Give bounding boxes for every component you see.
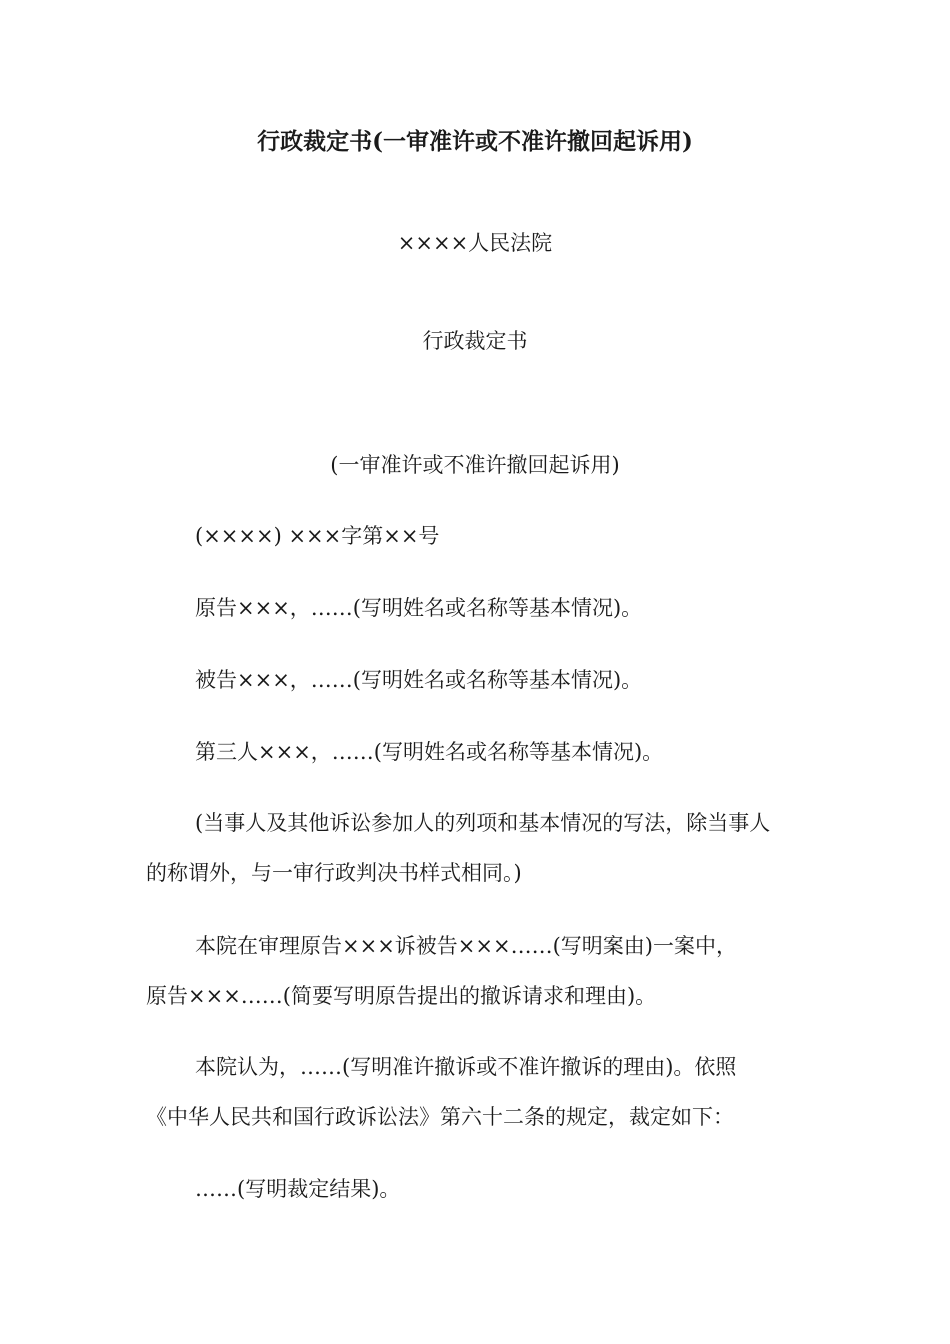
case-facts-line-2: 原告×××……(简要写明原告提出的撤诉请求和理由)。 xyxy=(146,984,657,1008)
defendant-line: 被告×××，……(写明姓名或名称等基本情况)。 xyxy=(195,668,643,692)
document-title: 行政裁定书(一审准许或不准许撤回起诉用) xyxy=(257,128,693,155)
third-party-line: 第三人×××，……(写明姓名或名称等基本情况)。 xyxy=(195,740,664,764)
party-note-line-1: (当事人及其他诉讼参加人的列项和基本情况的写法，除当事人 xyxy=(195,811,771,835)
document-subtitle: 行政裁定书 xyxy=(422,329,528,353)
plaintiff-line: 原告×××，……(写明姓名或名称等基本情况)。 xyxy=(195,596,643,620)
court-opinion-line-1: 本院认为，……(写明准许撤诉或不准许撤诉的理由)。依照 xyxy=(195,1055,737,1079)
ruling-result: ……(写明裁定结果)。 xyxy=(195,1177,401,1201)
usage-note: (一审准许或不准许撤回起诉用) xyxy=(330,453,620,477)
party-note-line-2: 的称谓外，与一审行政判决书样式相同。) xyxy=(146,861,522,885)
case-number: (××××) ×××字第××号 xyxy=(195,524,440,548)
case-facts-line-1: 本院在审理原告×××诉被告×××……(写明案由)一案中， xyxy=(195,934,737,958)
court-name: ××××人民法院 xyxy=(397,231,553,255)
court-opinion-line-2: 《中华人民共和国行政诉讼法》第六十二条的规定，裁定如下： xyxy=(146,1105,734,1129)
